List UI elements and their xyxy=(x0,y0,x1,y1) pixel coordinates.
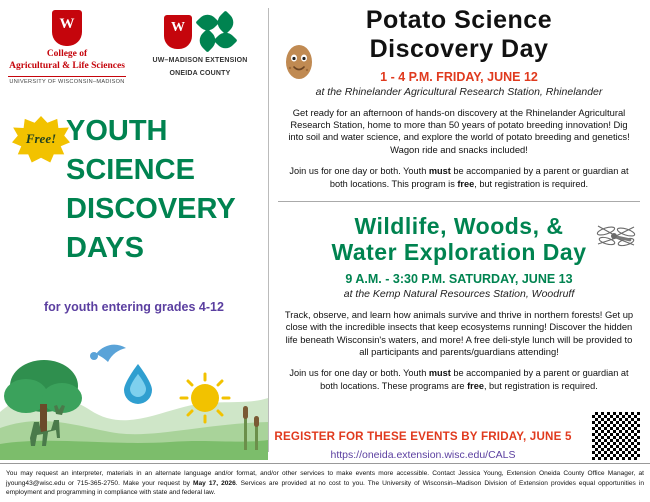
event-title-line-2: Discovery Day xyxy=(369,34,549,63)
event-location: at the Kemp Natural Resources Station, Woodruff xyxy=(343,287,575,300)
page-title-line-2: SCIENCE xyxy=(66,154,195,187)
event-note-part-2: be accompanied by a parent or guardian at both locations. These programs are xyxy=(320,368,629,391)
free-burst-label: Free! xyxy=(25,131,57,146)
uw-cals-line2: UNIVERSITY OF WISCONSIN–MADISON xyxy=(8,76,126,85)
event-note-part-3: , but registration is required. xyxy=(474,178,589,189)
register-block xyxy=(258,430,588,461)
footer-part-2: . Services are provided at no cost to you. The University of Wisconsin–Madison Division of Extension provides equal opportunities in employment and programming in compliance with state and federal law. xyxy=(6,479,644,497)
page-title-line-4: DAYS xyxy=(66,232,144,265)
left-column xyxy=(0,0,268,460)
event-location: at the Rhinelander Agricultural Research Station, Rhinelander xyxy=(315,85,603,98)
event-potato-science xyxy=(276,6,642,190)
event-note-part-3: , but registration is required. xyxy=(483,380,598,391)
uw-cals-logo xyxy=(8,10,126,85)
footer-deadline: May 17, 2026 xyxy=(193,479,236,487)
event-note xyxy=(280,165,638,190)
event-note xyxy=(280,367,638,392)
event-note-emphasis: must xyxy=(428,166,451,177)
free-burst-badge xyxy=(12,116,70,164)
event-title-line-1: Wildlife, Woods, & xyxy=(354,212,564,239)
extension-line1: UW–MADISON EXTENSION xyxy=(152,57,248,64)
register-headline: REGISTER FOR THESE EVENTS BY FRIDAY, JUNE 5 xyxy=(274,430,572,443)
potato-icon xyxy=(282,42,316,82)
event-description: Get ready for an afternoon of hands-on discovery at the Rhinelander Agricultural Research Station, home to more than 50 years of potato breeding innovation! Dig into soil and water science, and explore the world of potato breeding and genetics! Wagon ride and snacks included! xyxy=(288,106,630,155)
dragonfly-icon xyxy=(592,222,640,254)
event-title-line-1: Potato Science xyxy=(365,6,553,34)
event-note-part-2: be accompanied by a parent or guardian at both locations. This program is xyxy=(329,166,629,189)
event-description: Track, observe, and learn how animals survive and thrive in northern forests! Get up close with the incredible insects that keep ecosystems running! Discover the hidden life beneath Wisconsin's waters, and more! A free deli-style lunch will be provided to all participants and parents/guardians attending! xyxy=(284,308,634,358)
section-divider xyxy=(278,201,640,202)
page-title xyxy=(66,112,266,269)
qr-code-icon[interactable] xyxy=(590,410,642,462)
nature-illustration xyxy=(0,320,268,460)
event-time: 1 - 4 P.M. FRIDAY, JUNE 12 xyxy=(380,69,538,84)
event-wildlife-woods-water xyxy=(276,213,642,392)
register-url[interactable]: https://oneida.extension.wisc.edu/CALS xyxy=(330,449,516,461)
page-subtitle: for youth entering grades 4-12 xyxy=(44,300,224,314)
event-note-part-1: Join us for one day or both. Youth xyxy=(289,166,429,177)
extension-marks xyxy=(140,10,260,54)
event-note-emphasis-free: free xyxy=(467,380,484,391)
uw-crest-icon xyxy=(164,15,192,49)
extension-line2: ONEIDA COUNTY xyxy=(169,69,231,77)
uw-cals-line1-b: Agricultural & Life Sciences xyxy=(9,60,125,71)
event-title xyxy=(280,213,638,266)
uw-cals-line1-a: College of xyxy=(46,49,88,59)
page-title-line-1: YOUTH xyxy=(66,115,168,147)
event-note-emphasis: must xyxy=(428,368,451,379)
event-time: 9 A.M. - 3:30 P.M. SATURDAY, JUNE 13 xyxy=(345,271,573,286)
four-h-clover-icon xyxy=(198,14,236,50)
extension-oneida-logo xyxy=(140,10,260,79)
logo-row xyxy=(0,0,268,85)
page-title-line-3: DISCOVERY xyxy=(66,193,236,226)
event-note-part-1: Join us for one day or both. Youth xyxy=(289,368,429,379)
uw-crest-icon xyxy=(52,10,82,46)
footer-part-1: You may request an interpreter, materials in an alternate language and/or format, and/or other services to make events more accessible. Contact Jessica Young, Extension Oneida County Office Manager, at jyoung43@wisc.edu or 715-365-2750. Make your request by xyxy=(6,470,644,487)
accessibility-footer xyxy=(0,463,650,502)
event-note-emphasis-free: free xyxy=(457,178,475,189)
event-title xyxy=(280,6,638,64)
event-title-line-2: Water Exploration Day xyxy=(331,239,587,266)
